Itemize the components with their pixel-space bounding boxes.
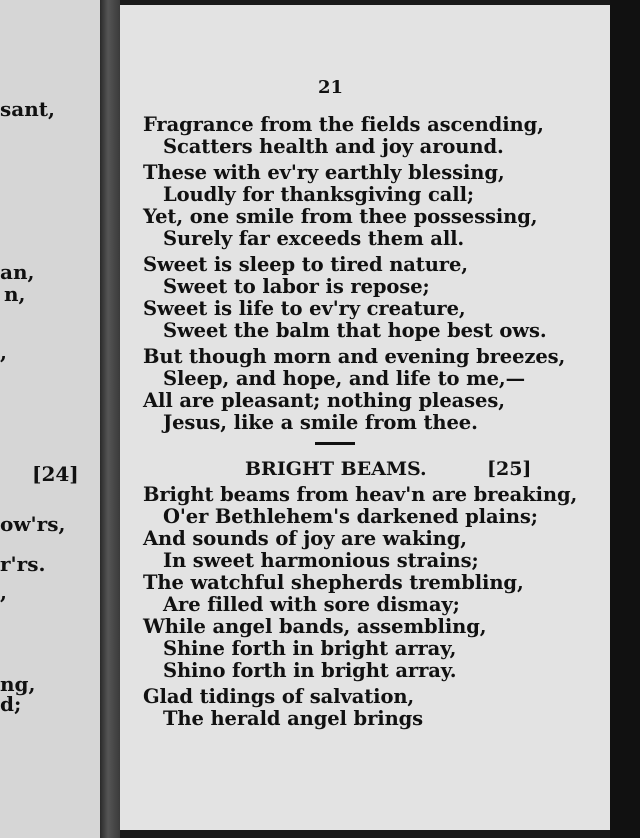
verse-line: Loudly for thanksgiving call; [163,183,475,206]
verse-line: Sweet is life to ev'ry creature, [143,297,466,320]
verse-line: Bright beams from heav'n are breaking, [143,483,578,506]
verse-line: Jesus, like a smile from thee. [163,411,478,434]
verse-line: Scatters health and joy around. [163,135,504,158]
hymn-title: BRIGHT BEAMS. [245,458,427,480]
verse-line: Shine forth in bright array, [163,637,457,660]
verse-line: Yet, one smile from thee possessing, [143,205,538,228]
verse-line: Sweet the balm that hope best ows. [163,319,547,342]
verse-line: Sleep, and hope, and life to me,— [163,367,526,390]
verse-line: In sweet harmonious strains; [163,549,479,572]
hymn-number: [25] [487,458,532,480]
section-divider [315,442,355,445]
verse-line: Shino forth in bright array. [163,659,457,682]
right-page [120,5,610,830]
verse-line: But though morn and evening breezes, [143,345,566,368]
verse-line: Fragrance from the fields ascending, [143,113,544,136]
book-gutter [100,0,120,838]
left-hymn-number: [24] [32,462,79,486]
left-fragment: n, [4,282,26,306]
left-fragment: ow'rs, [0,512,66,536]
left-fragment: sant, [0,97,55,121]
left-fragment: , [0,580,7,604]
verse-line: The watchful shepherds trembling, [143,571,524,594]
left-page [0,0,100,838]
verse-line: And sounds of joy are waking, [143,527,467,550]
page-edge-shadow [610,0,640,838]
verse-line: Surely far exceeds them all. [163,227,465,250]
left-fragment: an, [0,260,35,284]
left-fragment: , [0,340,7,364]
page-number: 21 [318,77,344,98]
verse-line: Are filled with sore dismay; [163,593,460,616]
left-fragment: d; [0,692,22,716]
verse-line: The herald angel brings [163,707,424,730]
left-fragment: r'rs. [0,552,46,576]
verse-line: Sweet is sleep to tired nature, [143,253,468,276]
verse-line: Glad tidings of salvation, [143,685,415,708]
verse-line: These with ev'ry earthly blessing, [143,161,505,184]
verse-line: All are pleasant; nothing pleases, [143,389,505,412]
verse-line: While angel bands, assembling, [143,615,487,638]
verse-line: Sweet to labor is repose; [163,275,430,298]
left-fragment: ng, [0,672,36,696]
verse-line: O'er Bethlehem's darkened plains; [163,505,538,528]
